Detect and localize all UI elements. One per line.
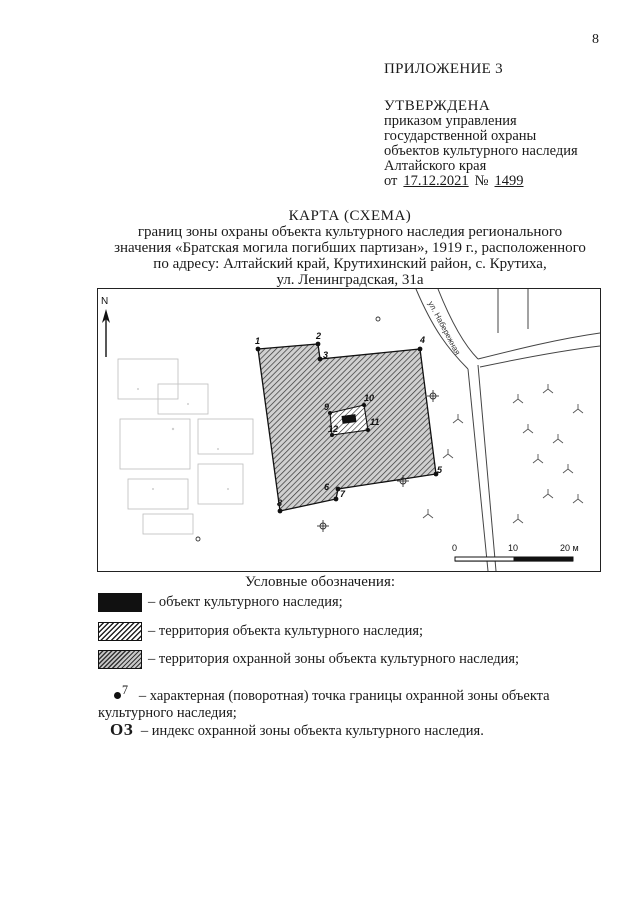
document-title	[100, 208, 600, 288]
approval-line: объектов культурного наследия	[384, 143, 578, 159]
boundary-point	[366, 428, 370, 432]
scale-bar	[452, 543, 579, 561]
legend-point-text-cont: культурного наследия;	[98, 704, 237, 721]
boundary-map	[97, 288, 601, 572]
boundary-point	[316, 342, 321, 347]
point-label: 10	[364, 393, 375, 403]
boundary-point	[334, 497, 339, 502]
legend-title: Условные обозначения:	[244, 574, 396, 590]
point-label: 5	[437, 465, 443, 475]
point-label: 7	[340, 489, 346, 499]
legend-row-object	[98, 593, 343, 612]
approved-label: УТВЕРЖДЕНА	[384, 98, 491, 114]
point-label: 11	[370, 417, 380, 427]
point-label: 9	[324, 402, 330, 412]
scale-tick: 10	[508, 543, 519, 553]
legend-index-row	[110, 720, 484, 740]
tree-symbols	[423, 384, 583, 523]
approval-line: Алтайского края	[384, 158, 487, 174]
point-label: 3	[323, 350, 329, 360]
map-heading: КАРТА (СХЕМА)	[288, 208, 412, 224]
boundary-point	[278, 509, 283, 514]
legend-row-territory	[98, 622, 423, 641]
page-number: 8	[592, 32, 599, 47]
approval-line: приказом управления	[384, 113, 517, 129]
approval-number: 1499	[494, 173, 524, 189]
legend-index-text: – индекс охранной зоны объекта культурного наследия.	[140, 723, 484, 739]
legend-zone-text: – территория охранной зоны объекта культурного наследия;	[148, 651, 520, 667]
zone-index-code: ОЗ	[110, 720, 134, 739]
territory-swatch	[98, 622, 142, 641]
title-line: границ зоны охраны объекта культурного наследия регионального	[137, 224, 563, 240]
boundary-point	[362, 403, 366, 407]
approval-date: 17.12.2021	[403, 173, 469, 189]
point-label: 12	[328, 424, 339, 434]
object-swatch	[98, 593, 142, 612]
zone-swatch	[98, 650, 142, 669]
approval-date-row	[384, 174, 578, 189]
legend-territory-text: – территория объекта культурного наследия;	[148, 623, 424, 639]
point-label: 8	[277, 498, 283, 508]
boundary-point	[318, 357, 323, 362]
scale-tick: 20 м	[560, 543, 579, 553]
legend-object-text: – объект культурного наследия;	[148, 594, 343, 610]
date-prefix: от	[384, 173, 398, 189]
point-label: 6	[324, 482, 330, 492]
appendix-label: ПРИЛОЖЕНИЕ 3	[384, 61, 503, 77]
background-buildings	[118, 359, 253, 534]
point-label: 1	[255, 336, 261, 346]
legend-point-text: – характерная (поворотная) точка границы охранной зоны объекта	[138, 687, 550, 704]
point-dot-icon	[114, 692, 121, 699]
background-dots	[137, 388, 229, 490]
approval-line: государственной охраны	[384, 128, 537, 144]
boundary-point	[256, 347, 261, 352]
title-line: ул. Ленинградская, 31а	[276, 272, 424, 288]
boundary-point	[418, 347, 423, 352]
street-label: ул. Набережная	[426, 299, 463, 357]
map-svg	[98, 289, 600, 571]
title-line: значения «Братская могила погибших партизан», 1919 г., расположенного	[114, 240, 586, 256]
title-line: по адресу: Алтайский край, Крутихинский район, с. Крутиха,	[153, 256, 547, 272]
point-label: 2	[316, 331, 322, 341]
legend-point-description	[98, 682, 600, 722]
approval-stamp	[384, 62, 578, 189]
point-label: 4	[420, 335, 426, 345]
north-arrow	[101, 296, 110, 357]
legend-row-zone	[98, 650, 519, 669]
number-prefix: №	[474, 173, 489, 189]
north-label: N	[101, 296, 109, 307]
point-symbol-number: 7	[122, 683, 129, 697]
scale-tick: 0	[452, 543, 458, 553]
